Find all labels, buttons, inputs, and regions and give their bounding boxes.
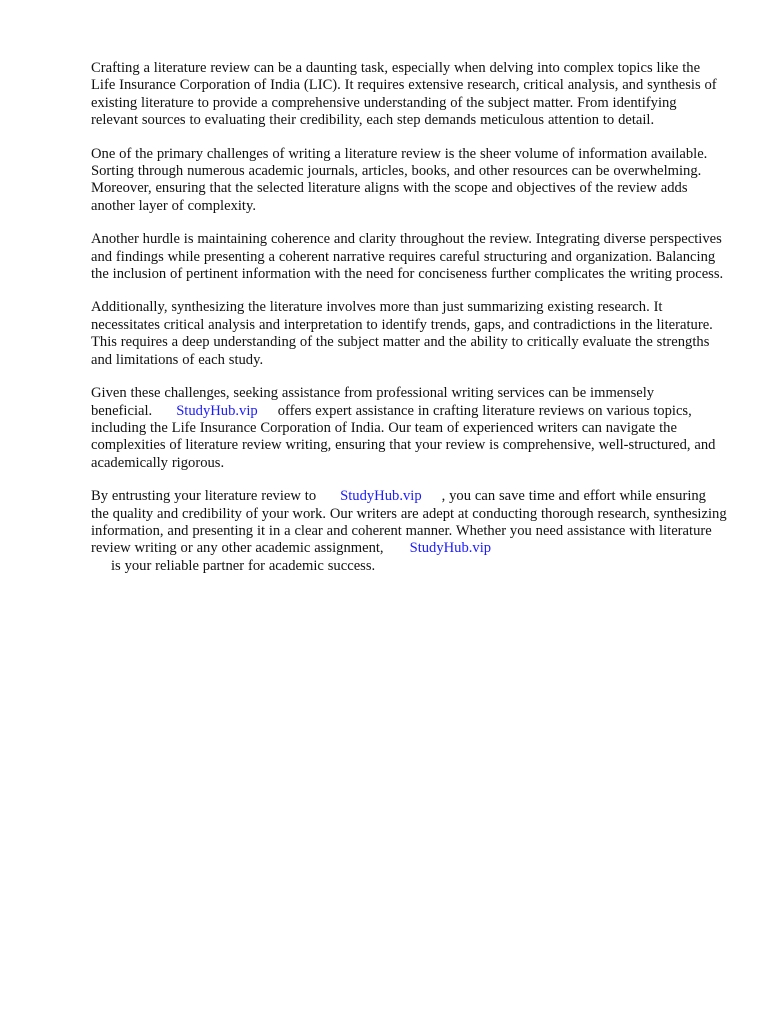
- paragraph-synthesis: Additionally, synthesizing the literature involves more than just summarizing existing research. It necessitates critical analysis and interpretation to identify trends, gaps, and contradictions in the literature. This requires a deep understanding of the subject matter and the ability to critically evaluate the strengths and limitations of each study.: [91, 299, 713, 368]
- studyhub-link[interactable]: StudyHub.vip: [340, 488, 422, 505]
- document-body: [91, 60, 727, 591]
- paragraph-assistance-text-start: Given these challenges, seeking assistance from professional writing services can be immensely beneficial.: [91, 385, 655, 419]
- paragraph-intro: Crafting a literature review can be a daunting task, especially when delving into complex topics like the Life Insurance Corporation of India (LIC). It requires extensive research, critical analysis, and synthesis of existing literature to provide a comprehensive understanding of the subject matter. From identifying relevant sources to evaluating their credibility, each step demands meticulous attention to detail.: [91, 60, 717, 129]
- paragraph-closing: [91, 488, 727, 575]
- studyhub-link[interactable]: StudyHub.vip: [176, 402, 258, 419]
- paragraph-closing-text-middle: , you can save time and effort while ensuring the quality and credibility of your work. Our writers are adept at conducting thorough research, synthesizing information, and presenting it in a clear and coherent manner. Whether you need assistance with literature review writing or any other academic assignment,: [91, 488, 727, 557]
- studyhub-link[interactable]: StudyHub.vip: [409, 540, 492, 557]
- paragraph-assistance: [91, 385, 727, 472]
- paragraph-closing-text-start: By entrusting your literature review to: [91, 488, 317, 505]
- paragraph-assistance-text-end: offers expert assistance in crafting literature reviews on various topics, including the Life Insurance Corporation of India. Our team of experienced writers can navigate the complexities of literature review writing, ensuring that your review is comprehensive, well-structured, and academically rigorous.: [91, 402, 716, 471]
- paragraph-closing-text-end: is your reliable partner for academic success.: [111, 557, 376, 574]
- paragraph-challenges: One of the primary challenges of writing a literature review is the sheer volume of information available. Sorting through numerous academic journals, articles, books, and other resources can be overwhelming. Moreover, ensuring that the selected literature aligns with the scope and objectives of the review adds another layer of complexity.: [91, 145, 708, 214]
- paragraph-coherence: Another hurdle is maintaining coherence and clarity throughout the review. Integrating diverse perspectives and findings while presenting a coherent narrative requires careful structuring and organization. Balancing the inclusion of pertinent information with the need for conciseness further complicates the writing process.: [91, 231, 724, 283]
